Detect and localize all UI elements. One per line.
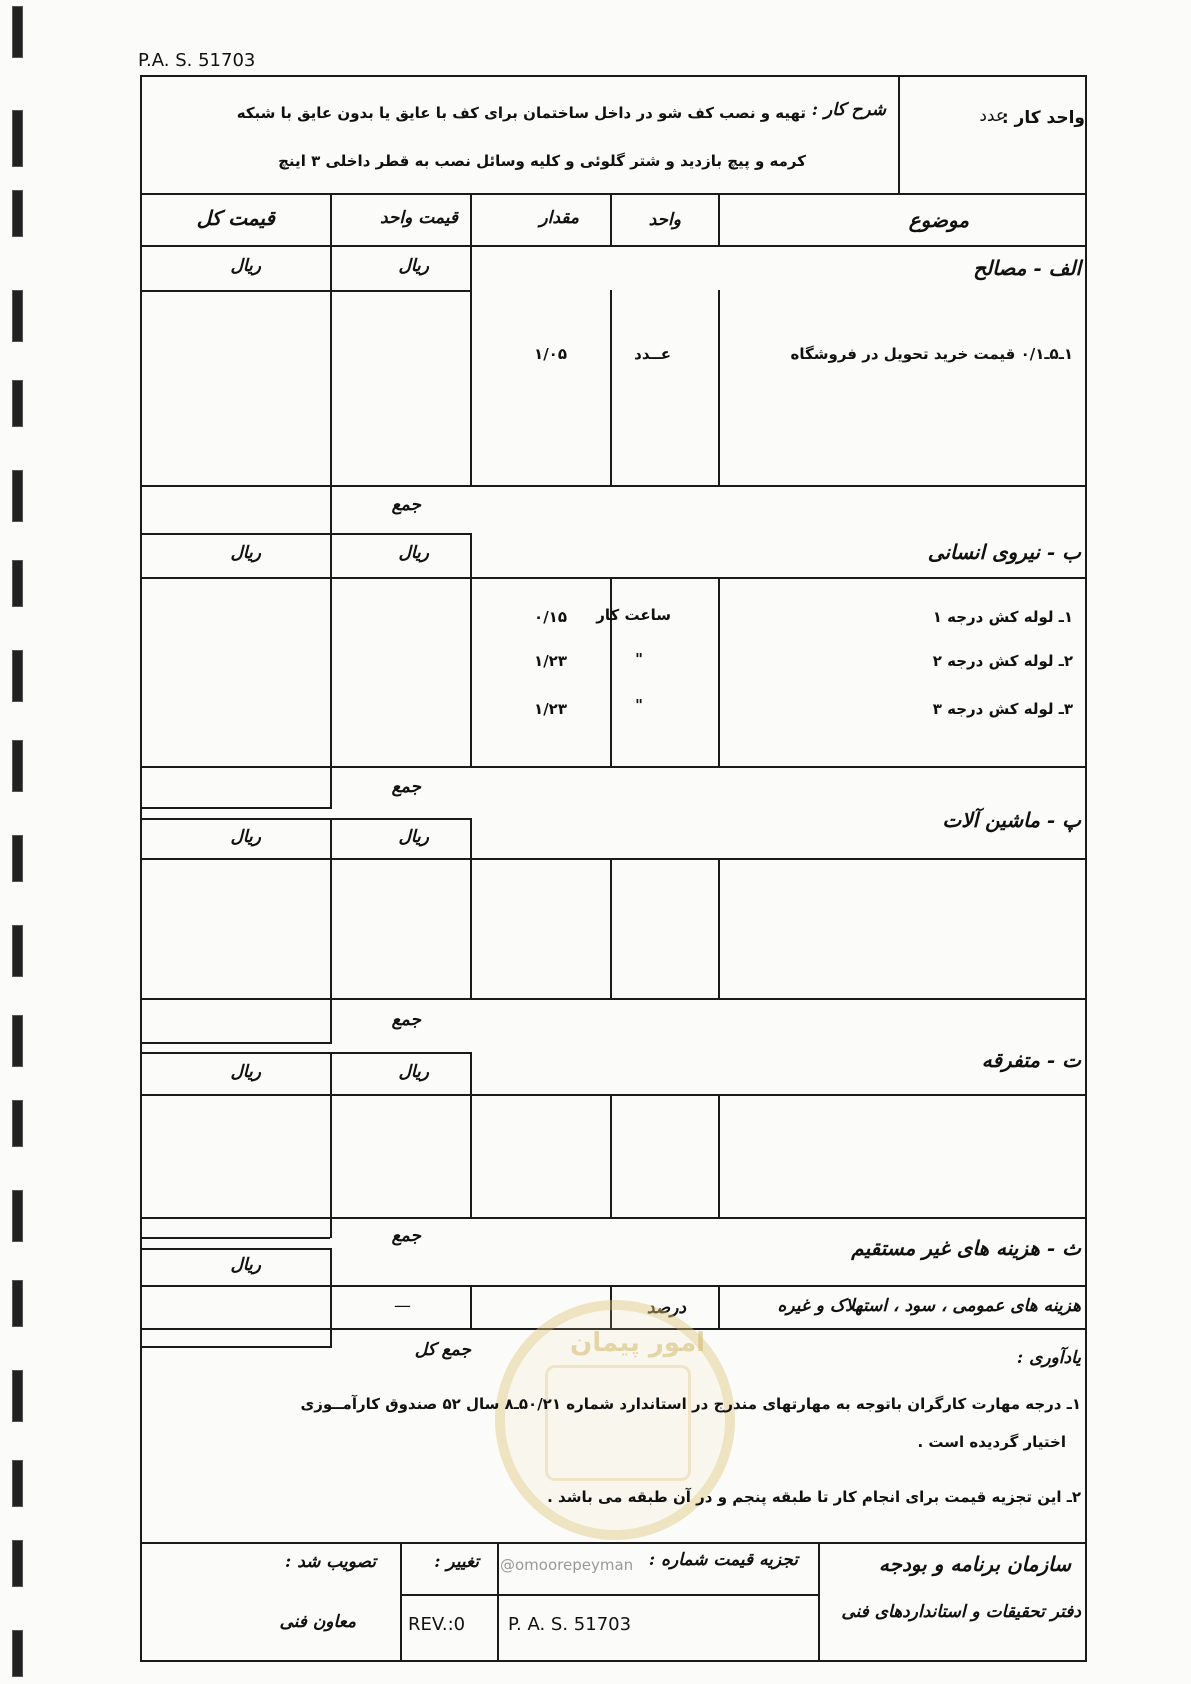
work-unit-label: واحد کار :: [1001, 108, 1085, 128]
org-line-1: سازمان برنامه و بودجه: [878, 1552, 1071, 1576]
approver-title: معاون فنی: [279, 1612, 356, 1632]
note-1-line-1: ۱ـ درجه مهارت کارگران باتوجه به مهارتهای مندرج در استاندارد شماره ۵۰/۲۱ـ۸ سال ۵۲ صندوق کارآمــوزی: [300, 1395, 1081, 1413]
indirect-row-subject: هزینه های عمومی ، سود ، استهلاک و غیره: [777, 1296, 1081, 1316]
misc-currency-unit-price: ریال: [398, 1062, 429, 1082]
labor-row-1-unit: ساعت کار: [596, 606, 671, 624]
machinery-sum-label: جمع: [391, 1010, 421, 1030]
analysis-number: P. A. S. 51703: [508, 1614, 632, 1635]
labor-currency-total: ریال: [230, 543, 261, 563]
materials-row-subject: ۱ـ۵ـ۰/۱ قیمت خرید تحویل در فروشگاه: [790, 345, 1073, 363]
materials-row-unit: عــدد: [634, 345, 671, 363]
labor-sum-label: جمع: [391, 777, 421, 797]
currency-unit-price: ریال: [398, 256, 429, 276]
col-subject: موضوع: [908, 208, 969, 232]
col-total-price: قیمت کل: [196, 206, 275, 230]
labor-row-1-quantity: ۰/۱۵: [534, 608, 567, 626]
misc-sum-label: جمع: [391, 1226, 421, 1246]
materials-row-quantity: ۱/۰۵: [534, 345, 567, 363]
labor-row-3-unit: ": [635, 696, 643, 714]
work-unit-value: عدد: [979, 106, 1006, 126]
col-unit: واحد: [648, 210, 681, 230]
analysis-label: تجزیه قیمت شماره :: [648, 1550, 798, 1570]
labor-row-2-subject: ۲ـ لوله کش درجه ۲: [932, 652, 1073, 670]
section-machinery-title: پ - ماشین آلات: [942, 808, 1081, 832]
labor-currency-unit-price: ریال: [398, 543, 429, 563]
labor-row-1-subject: ۱ـ لوله کش درجه ۱: [932, 608, 1073, 626]
section-misc-title: ت - متفرقه: [981, 1048, 1081, 1072]
currency-total: ریال: [230, 256, 261, 276]
machinery-currency-total: ریال: [230, 827, 261, 847]
indirect-row-total: —: [394, 1296, 411, 1316]
description-line1: تهیه و نصب کف شو در داخل ساختمان برای کف با عایق یا بدون عایق با شبکه: [236, 104, 806, 122]
section-materials-title: الف - مصالح: [973, 256, 1081, 280]
indirect-row-unit: درصد: [646, 1298, 686, 1318]
machinery-currency-unit-price: ریال: [398, 827, 429, 847]
labor-row-2-unit: ": [635, 650, 643, 668]
note-1-line-2: اختیار گردیده است .: [917, 1433, 1066, 1451]
change-label: تغییر :: [434, 1552, 479, 1572]
labor-row-3-subject: ۳ـ لوله کش درجه ۳: [932, 700, 1073, 718]
org-line-2: دفتر تحقیقات و استانداردهای فنی: [841, 1602, 1081, 1622]
col-quantity: مقدار: [539, 208, 579, 228]
indirect-currency: ریال: [230, 1255, 261, 1275]
labor-row-2-quantity: ۱/۲۳: [534, 652, 567, 670]
revision-label: REV.:0: [408, 1614, 466, 1635]
misc-currency-total: ریال: [230, 1062, 261, 1082]
col-unit-price: قیمت واحد: [379, 208, 458, 228]
section-indirect-title: ث - هزینه های غیر مستقیم: [851, 1236, 1081, 1260]
section-labor-title: ب - نیروی انسانی: [927, 540, 1081, 564]
note-2: ۲ـ این تجزیه قیمت برای انجام کار تا طبقه پنجم و در آن طبقه می باشد .: [547, 1488, 1081, 1506]
doc-code: P.A. S. 51703: [138, 50, 256, 71]
grand-total-label: جمع کل: [414, 1340, 471, 1360]
materials-sum-label: جمع: [391, 495, 421, 515]
notes-label: یادآوری :: [1016, 1348, 1081, 1368]
approved-label: تصویب شد :: [285, 1552, 376, 1572]
description-line2: کرمه و پیچ بازدید و شتر گلوئی و کلیه وسائل نصب به قطر داخلی ۳ اینچ: [278, 152, 806, 170]
labor-row-3-quantity: ۱/۲۳: [534, 700, 567, 718]
watermark-stamp-text: امور پیمان: [570, 1328, 706, 1358]
watermark-handle: @omoorepeyman: [500, 1556, 634, 1574]
description-label: شرح کار :: [811, 100, 886, 120]
